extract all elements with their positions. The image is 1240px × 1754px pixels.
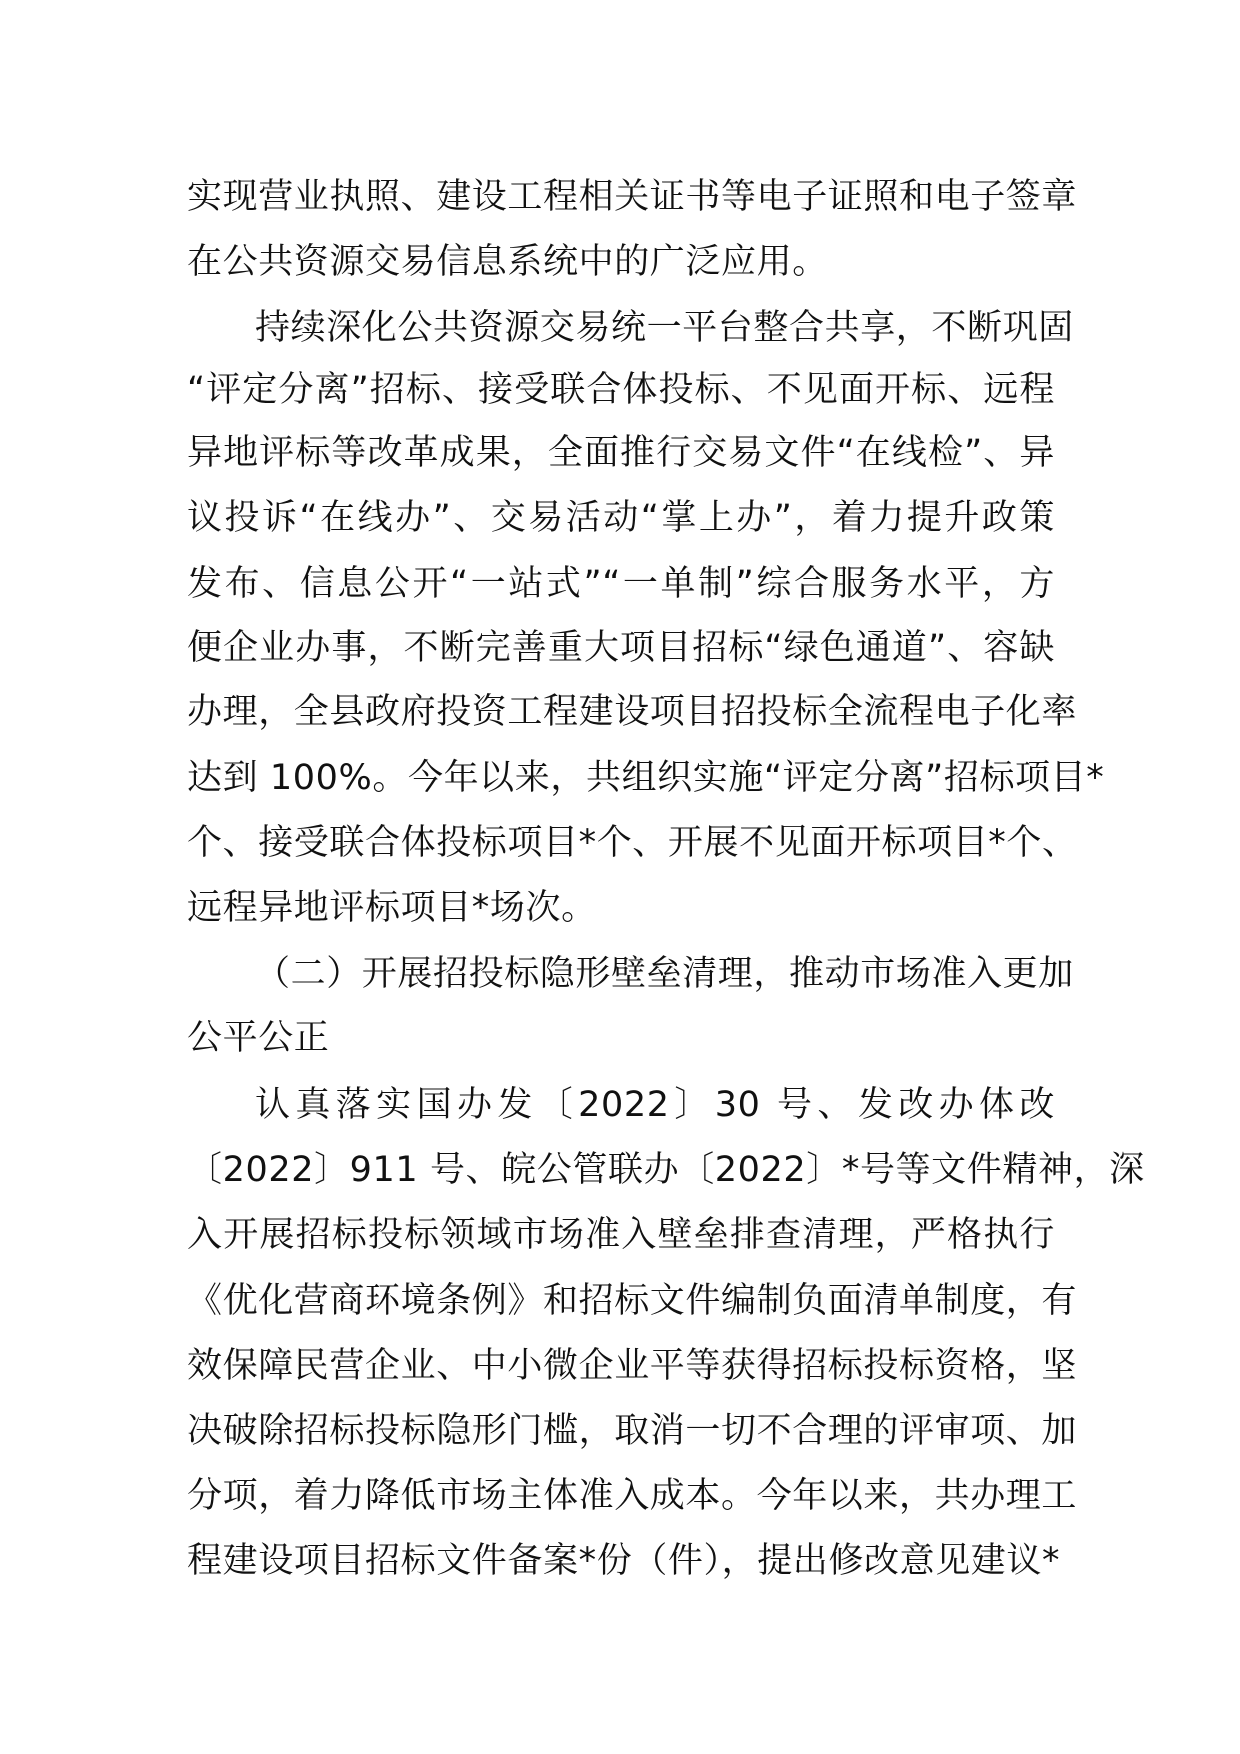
- paragraph-line: 达到 100%。今年以来，共组织实施“评定分离”招标项目*: [187, 758, 1105, 798]
- paragraph-line: 效保障民营企业、中小微企业平等获得招标投标资格，坚: [187, 1346, 1078, 1386]
- paragraph-line: 〔2022〕911 号、皖公管联办〔2022〕*号等文件精神，深: [187, 1150, 1145, 1190]
- paragraph-line: 分项，着力降低市场主体准入成本。今年以来，共办理工: [187, 1476, 1078, 1516]
- paragraph-line: 异地评标等改革成果，全面推行交易文件“在线检”、异: [187, 433, 1055, 473]
- paragraph-line: 决破除招标投标隐形门槛，取消一切不合理的评审项、加: [187, 1411, 1078, 1451]
- paragraph-line: 持续深化公共资源交易统一平台整合共享，不断巩固: [255, 308, 1074, 348]
- paragraph-line: 议投诉“在线办”、交易活动“掌上办”，着力提升政策: [187, 498, 1055, 538]
- paragraph-line: 办理，全县政府投资工程建设项目招投标全流程电子化率: [187, 692, 1078, 732]
- paragraph-line: “评定分离”招标、接受联合体投标、不见面开标、远程: [187, 370, 1055, 410]
- paragraph-line: 实现营业执照、建设工程相关证书等电子证照和电子签章: [187, 177, 1078, 217]
- paragraph-line: 在公共资源交易信息系统中的广泛应用。: [187, 242, 828, 282]
- paragraph-line: 个、接受联合体投标项目*个、开展不见面开标项目*个、: [187, 823, 1078, 863]
- paragraph-line: 认真落实国办发〔2022〕30 号、发改办体改: [255, 1085, 1055, 1125]
- paragraph-line: 发布、信息公开“一站式”“一单制”综合服务水平，方: [187, 564, 1055, 604]
- paragraph-line: 程建设项目招标文件备案*份（件），提出修改意见建议*: [187, 1541, 1061, 1581]
- paragraph-line: 便企业办事，不断完善重大项目招标“绿色通道”、容缺: [187, 628, 1055, 668]
- paragraph-line: 入开展招标投标领域市场准入壁垒排查清理，严格执行: [187, 1215, 1055, 1255]
- paragraph-line: 远程异地评标项目*场次。: [187, 888, 597, 928]
- section-heading: （二）开展招投标隐形壁垒清理，推动市场准入更加: [255, 954, 1074, 994]
- paragraph-line: 《优化营商环境条例》和招标文件编制负面清单制度，有: [187, 1281, 1078, 1321]
- section-heading: 公平公正: [187, 1018, 330, 1058]
